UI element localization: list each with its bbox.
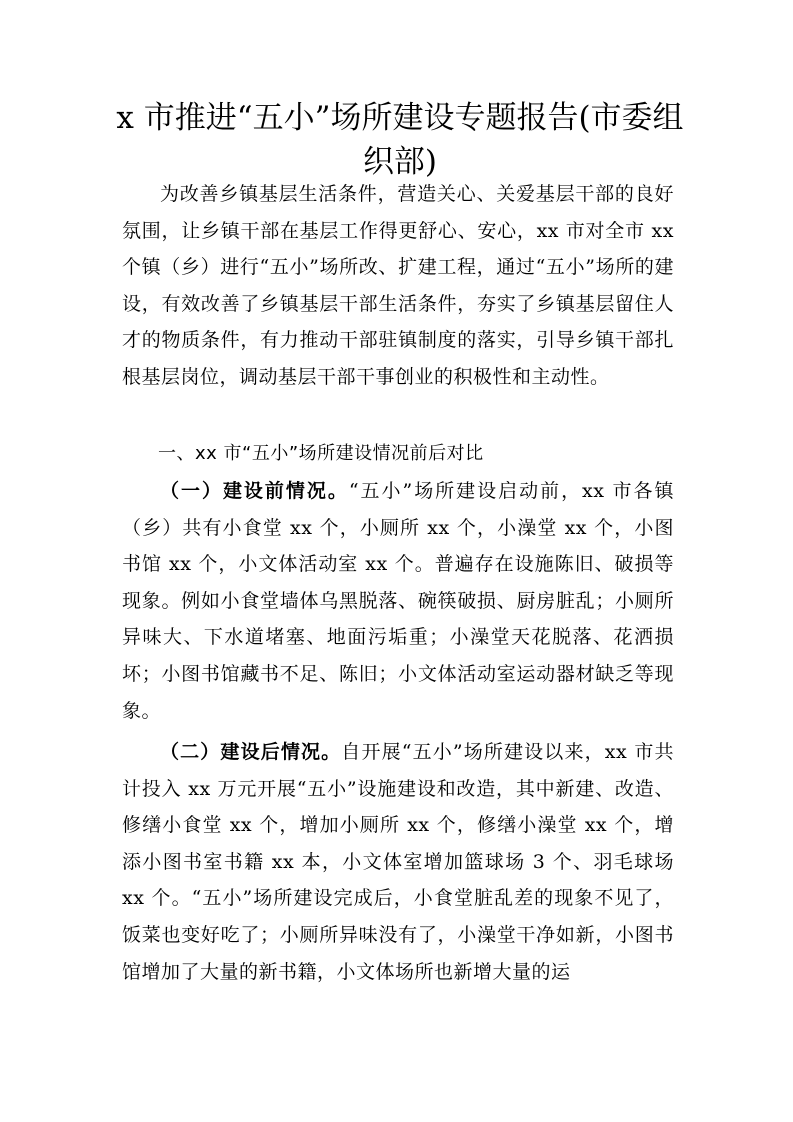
after-construction-paragraph	[122, 734, 674, 990]
before-construction-lead: （一）建设前情况。	[160, 480, 349, 502]
before-construction-text: “五小”场所建设启动前，xx 市各镇（乡）共有小食堂 xx 个，小厕所 xx 个，小澡堂 xx 个，小图书馆 xx 个，小文体活动室 xx 个。普遍存在设施陈旧、破损等现象。例如小食堂墙体乌黑脱落、碗筷破损、厨房脏乱；小厕所异味大、下水道堵塞、地面污垢重；小澡堂天花脱落、花洒损坏；小图书馆藏书不足、陈旧；小文体活动室运动器材缺乏等现象。	[122, 480, 674, 722]
after-construction-text: 自开展“五小”场所建设以来，xx 市共计投入 xx 万元开展“五小”设施建设和改造，其中新建、改造、修缮小食堂 xx 个，增加小厕所 xx 个，修缮小澡堂 xx 个，增添小图书室书籍 xx 本，小文体室增加篮球场 3 个、羽毛球场 xx 个。“五小”场所建设完成后，小食堂脏乱差的现象不见了，饭菜也变好吃了；小厕所异味没有了，小澡堂干净如新，小图书馆增加了大量的新书籍，小文体场所也新增大量的运	[122, 741, 674, 983]
document-title: x 市推进“五小”场所建设专题报告(市委组织部)	[116, 100, 684, 180]
after-construction-lead: （二）建设后情况。	[160, 741, 342, 763]
before-construction-paragraph	[122, 473, 674, 729]
intro-paragraph: 为改善乡镇基层生活条件，营造关心、关爱基层干部的良好氛围，让乡镇干部在基层工作得更舒心、安心，xx 市对全市 xx 个镇（乡）进行“五小”场所改、扩建工程，通过“五小”场所的建设，有效改善了乡镇基层干部生活条件，夯实了乡镇基层留住人才的物质条件，有力推动干部驻镇制度的落实，引导乡镇干部扎根基层岗位，调动基层干部干事创业的积极性和主动性。	[122, 183, 674, 388]
section-heading: 一、xx 市“五小”场所建设情况前后对比	[158, 443, 484, 464]
